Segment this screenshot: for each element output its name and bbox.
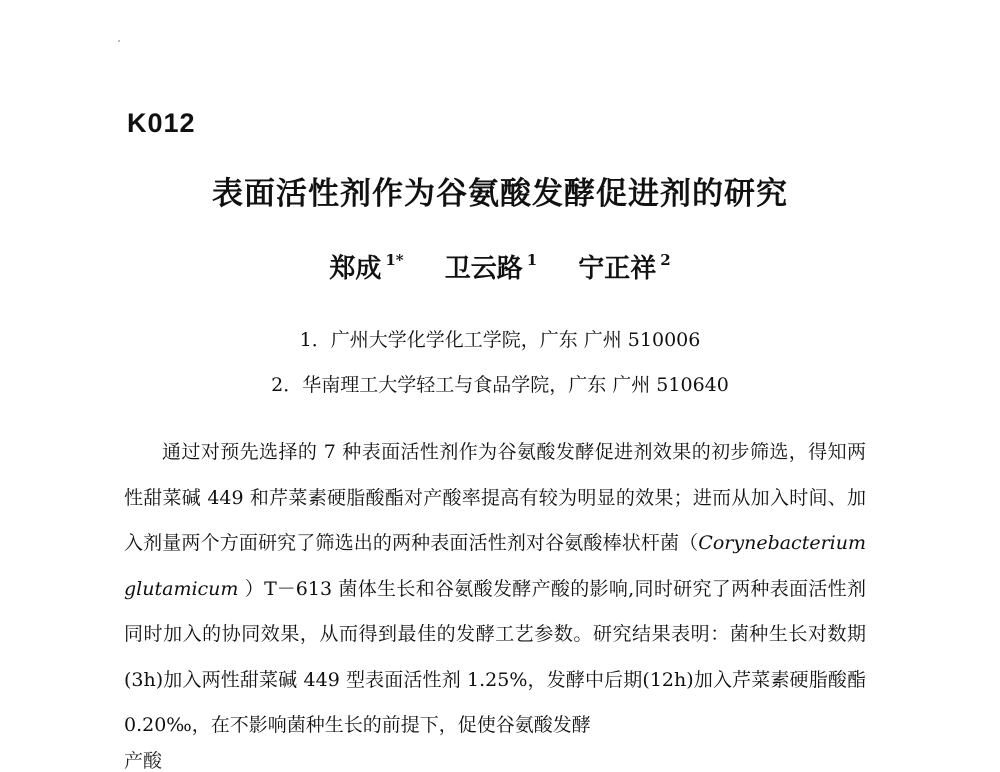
author xyxy=(329,248,403,285)
scan-speck xyxy=(118,40,120,42)
abstract-text: 通过对预先选择的 7 种表面活性剂作为谷氨酸发酵促进剂效果的初步筛选，得知两性甜菜碱 449 和芹菜素硬脂酸酯对产酸率提高有较为明显的效果；进而从加入时间、加入剂量两个方面研究了筛选出的两种表面活性剂对谷氨酸棒状杆菌（ xyxy=(124,441,866,554)
author xyxy=(578,248,670,285)
author xyxy=(445,248,537,285)
author-affiliation-mark: 1 xyxy=(526,251,538,269)
author-list xyxy=(0,248,1000,285)
abstract-paragraph xyxy=(124,430,866,749)
author-name: 郑成 xyxy=(329,254,382,284)
author-name: 卫云路 xyxy=(444,254,523,284)
cut-off-line xyxy=(124,750,424,772)
paper-title: 表面活性剂作为谷氨酸发酵促进剂的研究 xyxy=(212,176,788,212)
affiliation: 2．华南理工大学轻工与食品学院，广东 广州 510640 xyxy=(271,374,729,396)
cut-off-text: 产酸 xyxy=(124,750,163,772)
author-affiliation-mark: 2 xyxy=(660,251,671,269)
author-name: 宁正祥 xyxy=(578,254,657,284)
species-name: Corynebacterium glutamicum xyxy=(124,532,866,600)
abstract xyxy=(124,430,866,749)
affiliation: 1．广州大学化学化工学院，广东 广州 510006 xyxy=(299,329,701,351)
author-affiliation-mark: 1* xyxy=(385,251,404,269)
abstract-text: ）T－613 菌体生长和谷氨酸发酵产酸的影响,同时研究了两种表面活性剂同时加入的协同效果，从而得到最佳的发酵工艺参数。研究结果表明：菌种生长对数期(3h)加入两性甜菜碱 449 型表面活性剂 1.25%，发酵中后期(12h)加入芹菜素硬脂酸酯 0.20‰，在不影响菌种生长的前提下，促使谷氨酸发酵 xyxy=(124,577,866,736)
classification-code: K012 xyxy=(127,108,196,138)
